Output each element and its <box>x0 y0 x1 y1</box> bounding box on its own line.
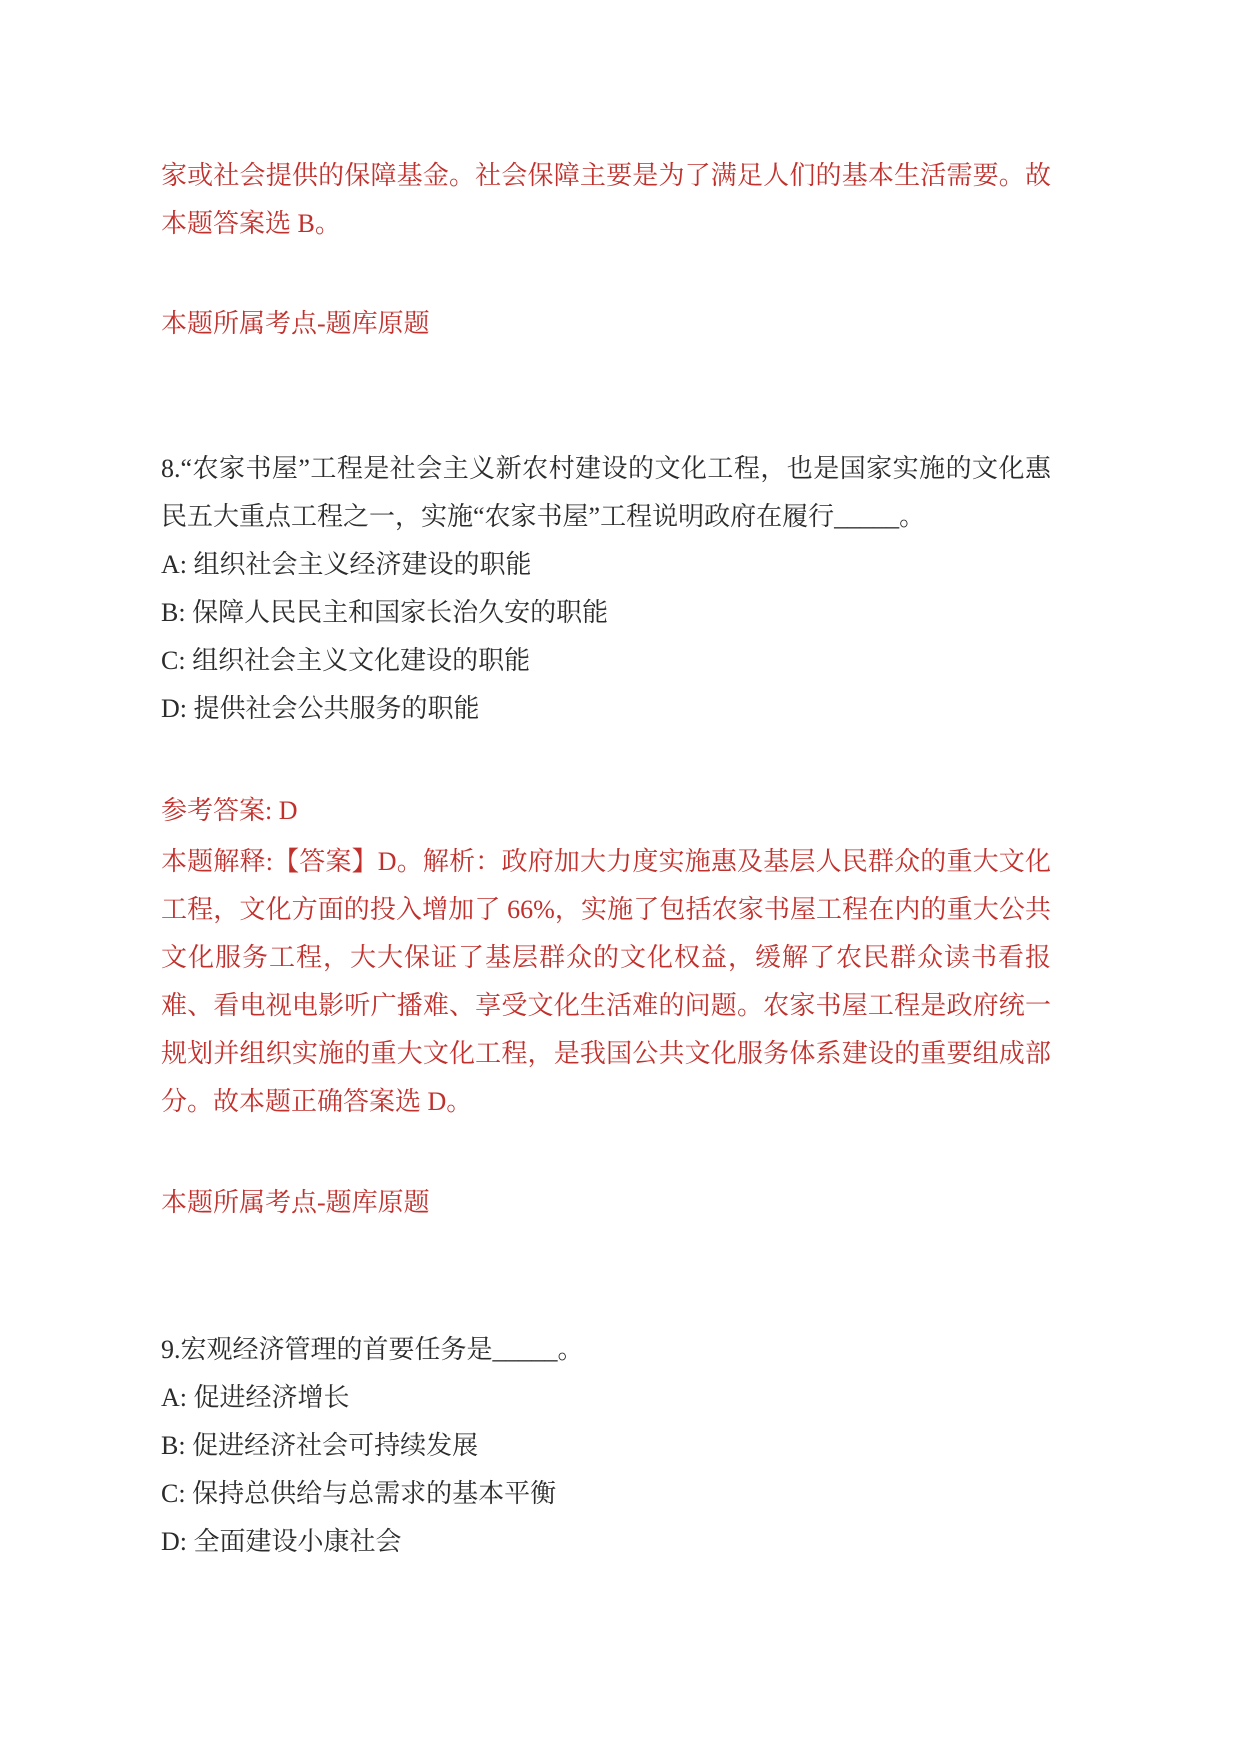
question-8-option-d: D: 提供社会公共服务的职能 <box>161 694 480 723</box>
question-8-option-b: B: 保障人民民主和国家长治久安的职能 <box>161 598 609 627</box>
question-9-option-c: C: 保持总供给与总需求的基本平衡 <box>161 1479 557 1508</box>
document-content <box>161 0 1051 1566</box>
previous-answer-explanation-tail: 家或社会提供的保障基金。社会保障主要是为了满足人们的基本生活需要。故本题答案选 B。 <box>161 161 1051 238</box>
topic-link-1[interactable]: 本题所属考点-题库原题 <box>161 309 430 338</box>
question-8-option-c: C: 组织社会主义文化建设的职能 <box>161 646 531 675</box>
question-8-reference-answer: 参考答案: D <box>161 796 298 825</box>
question-9-option-a: A: 促进经济增长 <box>161 1383 350 1412</box>
question-9-option-b: B: 促进经济社会可持续发展 <box>161 1431 479 1460</box>
question-8-option-a: A: 组织社会主义经济建设的职能 <box>161 550 532 579</box>
topic-link-2[interactable]: 本题所属考点-题库原题 <box>161 1188 430 1217</box>
question-9-stem: 9.宏观经济管理的首要任务是_____。 <box>161 1335 584 1364</box>
question-8-explanation: 本题解释:【答案】D。解析：政府加大力度实施惠及基层人民群众的重大文化工程，文化方面的投入增加了 66%，实施了包括农家书屋工程在内的重大公共文化服务工程，大大保证了基层群众的文化权益，缓解了农民群众读书看报难、看电视电影听广播难、享受文化生活难的问题。农家书屋工程是政府统一规划并组织实施的重大文化工程，是我国公共文化服务体系建设的重要组成部分。故本题正确答案选 D。 <box>161 847 1051 1116</box>
question-9-option-d: D: 全面建设小康社会 <box>161 1527 402 1556</box>
question-8-stem: 8.“农家书屋”工程是社会主义新农村建设的文化工程，也是国家实施的文化惠民五大重点工程之一，实施“农家书屋”工程说明政府在履行_____。 <box>161 454 1051 531</box>
